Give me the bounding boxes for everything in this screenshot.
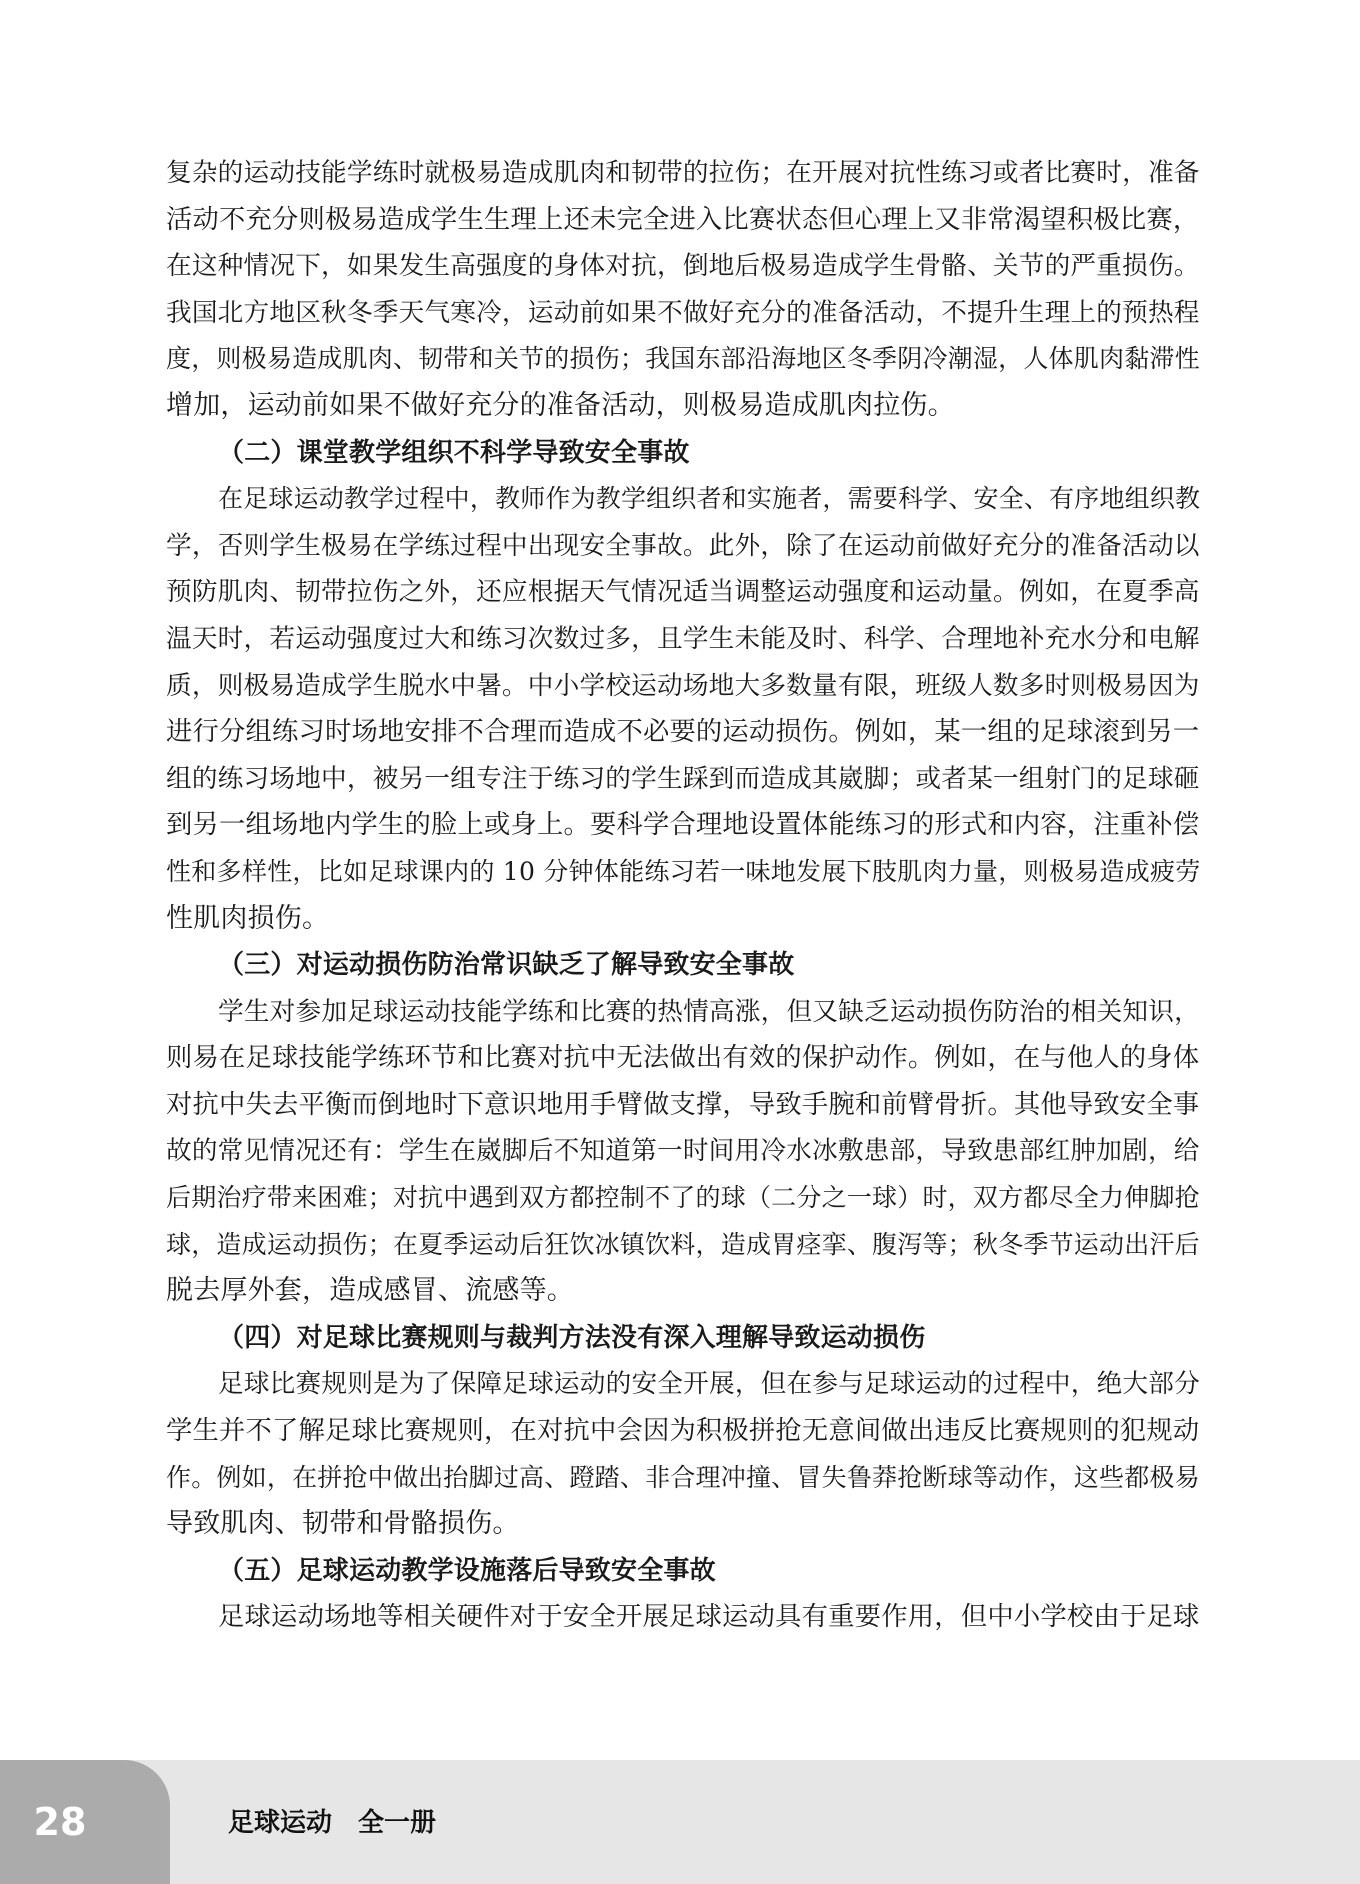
page-number-tab (0, 1760, 170, 1884)
body-line: 对抗中失去平衡而倒地时下意识地用手臂做支撑，导致手腕和前臂骨折。其他导致安全事 (166, 1089, 1200, 1120)
body-line: 作。例如，在拼抢中做出抬脚过高、蹬踏、非合理冲撞、冒失鲁莽抢断球等动作，这些都极易 (166, 1462, 1200, 1492)
body-line: 活动不充分则极易造成学生生理上还未完全进入比赛状态但心理上又非常渴望积极比赛， (166, 204, 1200, 235)
body-line: 学生对参加足球运动技能学练和比赛的热情高涨，但又缺乏运动损伤防治的相关知识， (218, 996, 1200, 1027)
body-line: 则易在足球技能学练环节和比赛对抗中无法做出有效的保护动作。例如，在与他人的身体 (166, 1043, 1200, 1074)
body-line: 球，造成运动损伤；在夏季运动后狂饮冰镇饮料，造成胃痉挛、腹泻等；秋冬季节运动出汗后 (166, 1229, 1200, 1259)
page-footer (0, 1760, 1360, 1884)
section-heading: （二）课堂教学组织不科学导致安全事故 (218, 437, 690, 468)
body-line: 学，否则学生极易在学练过程中出现安全事故。此外，除了在运动前做好充分的准备活动以 (166, 530, 1200, 561)
body-line: 在足球运动教学过程中，教师作为教学组织者和实施者，需要科学、安全、有序地组织教 (218, 484, 1201, 514)
book-title: 足球运动 全一册 (228, 1808, 437, 1838)
body-line: 进行分组练习时场地安排不合理而造成不必要的运动损伤。例如，某一组的足球滚到另一 (166, 717, 1200, 748)
body-line: 脱去厚外套，造成感冒、流感等。 (166, 1275, 574, 1307)
body-line: 性肌肉损伤。 (166, 902, 330, 934)
body-line: 预防肌肉、韧带拉伤之外，还应根据天气情况适当调整运动强度和运动量。例如，在夏季高 (166, 577, 1200, 608)
body-line: 我国北方地区秋冬季天气寒冷，运动前如果不做好充分的准备活动，不提升生理上的预热程 (166, 297, 1200, 328)
body-line: 质，则极易造成学生脱水中暑。中小学校运动场地大多数量有限，班级人数多时则极易因为 (166, 670, 1200, 701)
body-line: 导致肌肉、韧带和骨骼损伤。 (166, 1508, 520, 1540)
body-line: 足球比赛规则是为了保障足球运动的安全开展，但在参与足球运动的过程中，绝大部分 (218, 1369, 1200, 1400)
body-line: 组的练习场地中，被另一组专注于练习的学生踩到而造成其崴脚；或者某一组射门的足球砸 (166, 763, 1200, 794)
body-line: 度，则极易造成肌肉、韧带和关节的损伤；我国东部沿海地区冬季阴冷潮湿，人体肌肉黏滞性 (166, 344, 1200, 374)
body-line: 学生并不了解足球比赛规则，在对抗中会因为积极拼抢无意间做出违反比赛规则的犯规动 (166, 1416, 1200, 1447)
section-heading: （三）对运动损伤防治常识缺乏了解导致安全事故 (218, 950, 795, 981)
body-line: 性和多样性，比如足球课内的 10 分钟体能练习若一味地发展下肢肌肉力量，则极易造成疲劳 (166, 856, 1201, 886)
body-line: 在这种情况下，如果发生高强度的身体对抗，倒地后极易造成学生骨骼、关节的严重损伤。 (166, 251, 1200, 282)
section-heading: （四）对足球比赛规则与裁判方法没有深入理解导致运动损伤 (218, 1322, 926, 1353)
body-line: 复杂的运动技能学练时就极易造成肌肉和韧带的拉伤；在开展对抗性练习或者比赛时，准备 (166, 158, 1200, 188)
section-heading: （五）足球运动教学设施落后导致安全事故 (218, 1555, 716, 1586)
body-line: 后期治疗带来困难；对抗中遇到双方都控制不了的球（二分之一球）时，双方都尽全力伸脚抢 (166, 1183, 1200, 1213)
body-line: 故的常见情况还有：学生在崴脚后不知道第一时间用冷水冰敷患部，导致患部红肿加剧，给 (166, 1136, 1200, 1167)
body-line: 温天时，若运动强度过大和练习次数过多，且学生未能及时、科学、合理地补充水分和电解 (166, 623, 1200, 654)
body-line: 到另一组场地内学生的脸上或身上。要科学合理地设置体能练习的形式和内容，注重补偿 (166, 810, 1200, 841)
body-line: 足球运动场地等相关硬件对于安全开展足球运动具有重要作用，但中小学校由于足球 (218, 1602, 1200, 1633)
page-number: 28 (33, 1800, 87, 1844)
body-line: 增加，运动前如果不做好充分的准备活动，则极易造成肌肉拉伤。 (166, 389, 955, 421)
page-body (0, 150, 1360, 1641)
